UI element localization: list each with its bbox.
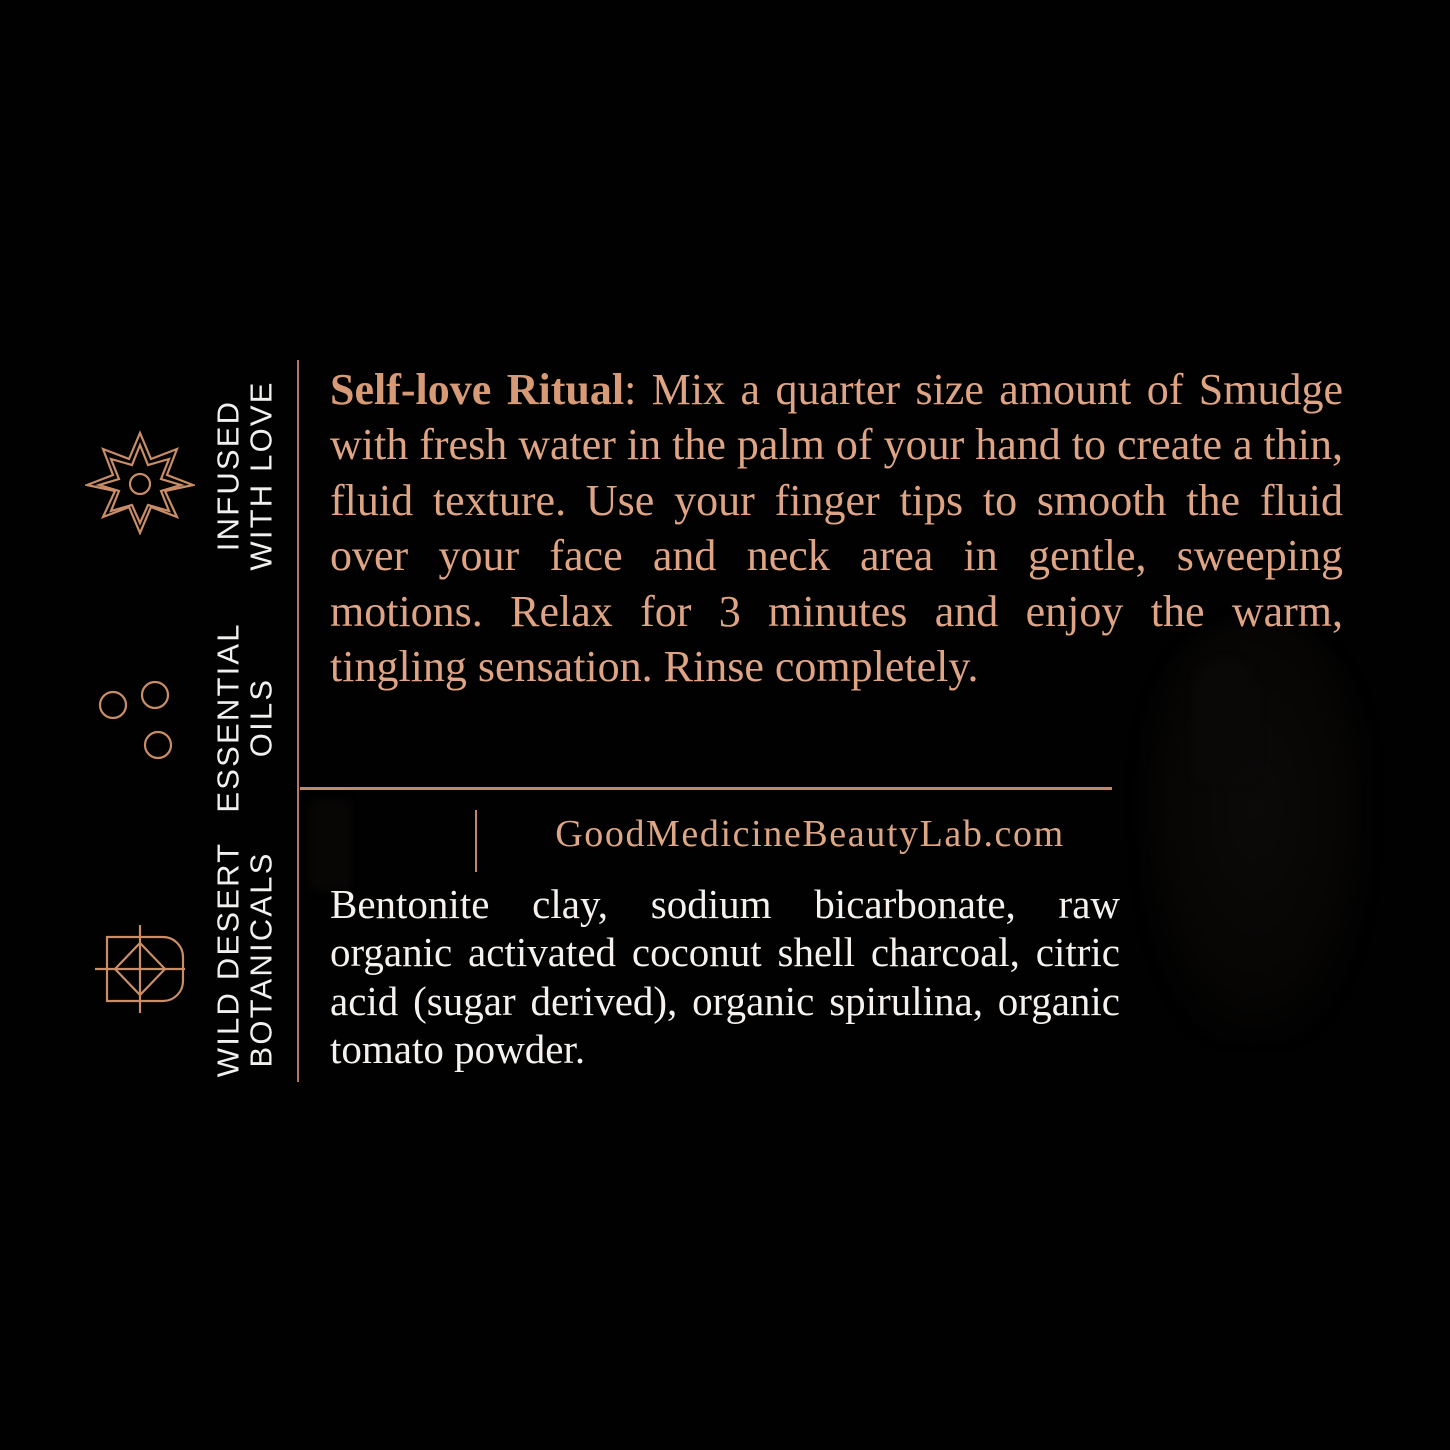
ritual-heading: Self-love Ritual (330, 365, 625, 414)
three-circles-icon (85, 657, 195, 777)
horizontal-divider (300, 787, 1112, 790)
ingredients-list: Bentonite clay, sodium bicarbonate, raw organic activated coconut shell charcoal, citric acid (sugar derived), organic spirulina, organic tomato powder. (330, 881, 1120, 1073)
website-divider (475, 810, 477, 872)
diamond-in-square-icon (85, 899, 195, 1019)
nine-pointed-star-icon (85, 415, 195, 535)
badge-infused-with-love (75, 355, 290, 595)
ritual-body: : Mix a quarter size amount of Smudge with fresh water in the palm of your hand to create a thin, fluid texture. Use your finger tips to smooth the fluid over your face and neck area in gentle, sweeping motions. Relax for 3 minutes and enjoy the warm, tingling sensation. Rinse completely. (330, 365, 1343, 692)
badge-label-wild-desert (200, 839, 290, 1079)
vertical-divider (297, 360, 299, 1082)
website-row (300, 800, 1115, 882)
badge-line-1: INFUSED (210, 399, 246, 551)
ritual-instructions-block (330, 362, 1343, 695)
badge-line-2: BOTANICALS (244, 850, 279, 1068)
badge-column (75, 355, 290, 1080)
badge-wild-desert-botanicals (75, 839, 290, 1079)
badge-label-infused (200, 355, 290, 595)
badge-label-essential-oils (200, 597, 290, 837)
badge-line-2: WITH LOVE (244, 379, 280, 571)
badge-line-1: WILD DESERT (210, 841, 246, 1077)
badge-line-1: ESSENTIAL (210, 621, 246, 813)
ritual-paragraph (330, 362, 1343, 695)
badge-essential-oils (75, 597, 290, 837)
website-url[interactable]: GoodMedicineBeautyLab.com (555, 813, 1065, 855)
badge-line-2: OILS (244, 677, 279, 757)
